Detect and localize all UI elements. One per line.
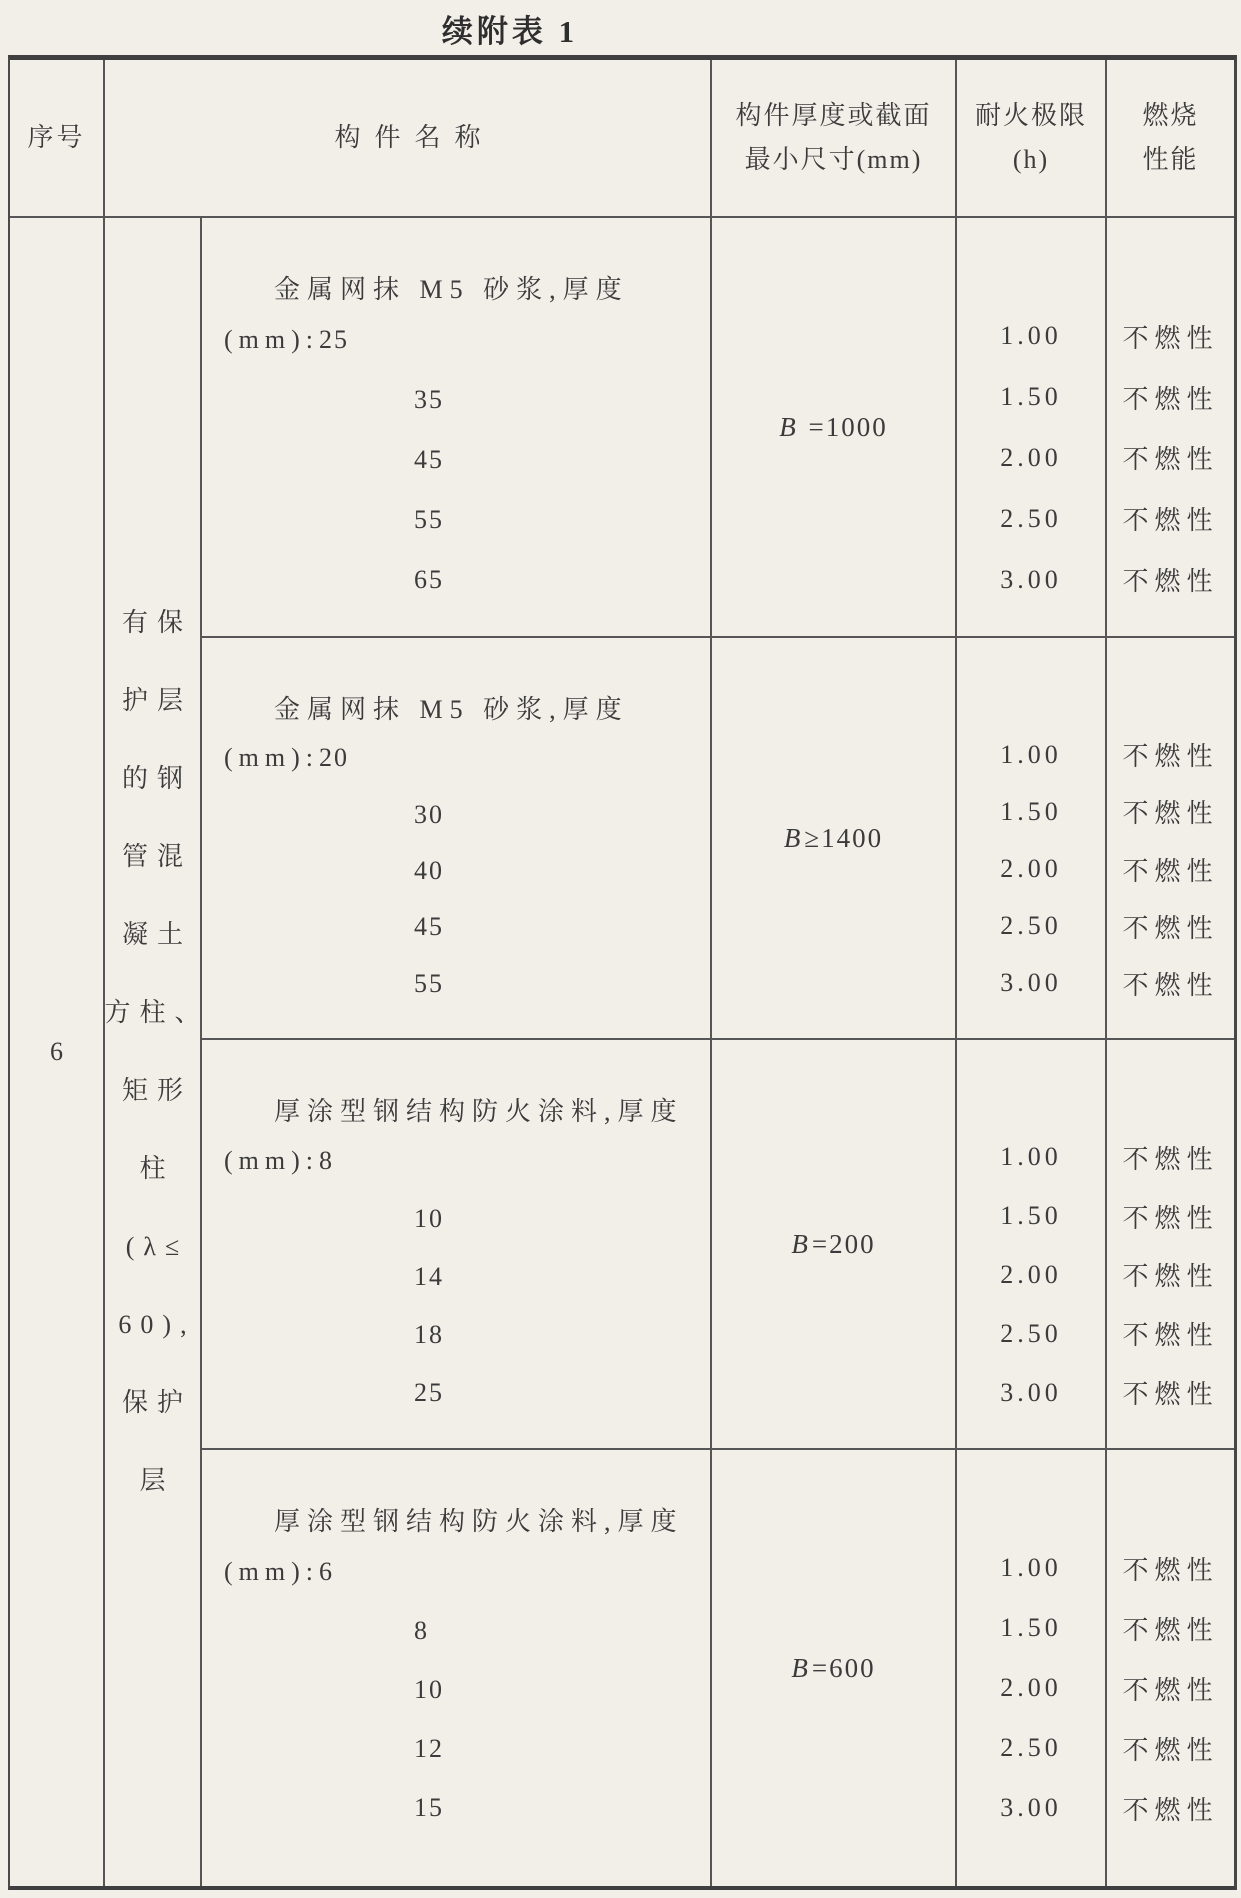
section-4-fire-cell: [957, 1450, 1107, 1886]
component-group-label-line: 60),: [118, 1310, 196, 1339]
thickness-value: 35: [414, 385, 444, 414]
combustibility-value: 不燃性: [1122, 384, 1219, 414]
thickness-value: 15: [414, 1793, 444, 1823]
thickness-value: 25: [319, 325, 349, 354]
combustibility-value: 不燃性: [1122, 1203, 1219, 1233]
header-component-name-label: 构件名称: [334, 123, 495, 152]
fire-limit-value: 2.00: [1000, 1673, 1062, 1702]
combustibility-value: 不燃性: [1122, 856, 1219, 886]
component-group-label-line: 的钢: [121, 764, 192, 793]
section-1-combustibility-cell: [1107, 218, 1234, 638]
header-serial-label: 序号: [27, 123, 86, 152]
fire-limit-value: 3.00: [1000, 1793, 1062, 1822]
thickness-prefix: (mm):: [224, 1146, 319, 1175]
page-title: 续附表 1: [441, 14, 579, 49]
section-4-name-cell: [202, 1450, 712, 1886]
combustibility-value: 不燃性: [1122, 1555, 1219, 1585]
header-fire-limit-line1: 耐火极限: [974, 101, 1087, 130]
component-group-label-line: 护层: [121, 686, 192, 715]
combustibility-value: 不燃性: [1122, 1380, 1219, 1410]
section-2-material: 金属网抹 M5 砂浆,厚度: [274, 695, 629, 724]
thickness-prefix: (mm):: [224, 743, 319, 773]
section-4-size-cell: [712, 1450, 957, 1886]
thickness-value: 20: [319, 743, 349, 773]
fire-limit-value: 1.00: [1000, 1553, 1062, 1582]
component-group-label-line: 柱: [139, 1154, 175, 1183]
thickness-value: 10: [414, 1675, 444, 1704]
fire-limit-value: 2.00: [1000, 442, 1062, 472]
thickness-value: 14: [414, 1262, 444, 1291]
fire-limit-value: 3.00: [1000, 968, 1062, 998]
section-3-fire-cell: [957, 1040, 1107, 1450]
combustibility-value: 不燃性: [1122, 445, 1219, 475]
header-fire-limit-line2: (h): [1012, 145, 1050, 174]
component-group-label-line: 方柱、: [104, 998, 210, 1027]
section-4-material: 厚涂型钢结构防火涂料,厚度: [274, 1507, 684, 1536]
combustibility-value: 不燃性: [1122, 1615, 1219, 1645]
section-3-combustibility-cell: [1107, 1040, 1234, 1450]
fire-limit-value: 2.00: [1000, 854, 1062, 883]
header-combustibility: [1107, 60, 1234, 218]
section-3-name-cell: [202, 1040, 712, 1450]
section-4-combustibility-cell: [1107, 1450, 1234, 1886]
fire-limit-value: 1.50: [1000, 1613, 1062, 1642]
component-group-label-line: 管混: [121, 842, 192, 871]
combustibility-value: 不燃性: [1122, 970, 1219, 1000]
component-group-label-line: 矩形: [121, 1076, 192, 1105]
header-combustibility-line1: 燃烧: [1142, 101, 1199, 130]
header-size: [712, 60, 957, 218]
thickness-value: 65: [414, 565, 444, 594]
size-value: =200: [811, 1228, 876, 1259]
section-2-fire-cell: [957, 638, 1107, 1040]
thickness-value: 45: [414, 445, 444, 474]
fire-resistance-table: [8, 55, 1237, 1890]
section-3-size-cell: [712, 1040, 957, 1450]
size-symbol: B: [791, 1228, 808, 1259]
thickness-value: 8: [319, 1146, 334, 1175]
header-component-name: [105, 60, 712, 218]
fire-limit-value: 2.50: [1000, 911, 1062, 941]
thickness-value: 30: [414, 799, 444, 829]
thickness-prefix: (mm):: [224, 325, 319, 354]
thickness-value: 55: [414, 505, 444, 534]
thickness-value: 40: [414, 856, 444, 886]
component-group-label-line: 层: [139, 1466, 175, 1495]
thickness-prefix: (mm):: [224, 1556, 319, 1586]
fire-limit-value: 3.00: [1000, 564, 1062, 594]
thickness-value: 18: [414, 1320, 444, 1349]
size-value: =600: [811, 1652, 876, 1683]
combustibility-value: 不燃性: [1122, 799, 1219, 829]
thickness-value: 8: [414, 1615, 429, 1645]
combustibility-value: 不燃性: [1122, 1144, 1219, 1174]
fire-limit-value: 1.00: [1000, 1142, 1062, 1172]
header-combustibility-line2: 性能: [1142, 145, 1199, 174]
thickness-value: 10: [414, 1204, 444, 1233]
size-symbol: B: [779, 411, 796, 442]
serial-number: 6: [50, 1037, 63, 1066]
component-group-label-line: 凝土: [121, 920, 192, 949]
fire-limit-value: 1.50: [1000, 1201, 1062, 1231]
thickness-value: 45: [414, 912, 444, 942]
combustibility-value: 不燃性: [1122, 323, 1219, 353]
header-size-line2: 最小尺寸(mm): [744, 145, 923, 174]
section-2-size-cell: [712, 638, 957, 1040]
fire-limit-value: 1.00: [1000, 321, 1062, 351]
section-1-size-cell: [712, 218, 957, 638]
section-1-name-cell: [202, 218, 712, 638]
combustibility-value: 不燃性: [1122, 1795, 1219, 1825]
combustibility-value: 不燃性: [1122, 1675, 1219, 1705]
combustibility-value: 不燃性: [1122, 742, 1219, 772]
header-fire-limit: [957, 60, 1107, 218]
fire-limit-value: 2.00: [1000, 1259, 1062, 1289]
thickness-value: 55: [414, 968, 444, 998]
fire-limit-value: 1.50: [1000, 382, 1062, 412]
size-value: ≥1400: [804, 822, 884, 853]
combustibility-value: 不燃性: [1122, 1321, 1219, 1351]
fire-limit-value: 2.50: [1000, 1733, 1062, 1762]
component-group-label-line: (λ≤: [125, 1232, 189, 1261]
combustibility-value: 不燃性: [1122, 567, 1219, 597]
size-symbol: B: [791, 1652, 808, 1683]
fire-limit-value: 2.50: [1000, 503, 1062, 533]
component-group-label-cell: [104, 218, 210, 1886]
fire-limit-value: 1.50: [1000, 796, 1062, 826]
size-symbol: B: [783, 822, 801, 853]
thickness-value: 12: [414, 1734, 444, 1764]
fire-limit-value: 3.00: [1000, 1377, 1062, 1407]
component-group-label-line: 有保: [121, 608, 192, 637]
section-1-material: 金属网抹 M5 砂浆,厚度: [274, 275, 629, 304]
serial-number-cell: [10, 218, 105, 1886]
section-3-material: 厚涂型钢结构防火涂料,厚度: [274, 1097, 684, 1126]
thickness-value: 6: [319, 1556, 334, 1586]
fire-limit-value: 2.50: [1000, 1318, 1062, 1348]
component-group-label-line: 保护: [121, 1388, 192, 1417]
header-size-line1: 构件厚度或截面: [735, 101, 932, 130]
header-serial: [10, 60, 105, 218]
section-2-combustibility-cell: [1107, 638, 1234, 1040]
fire-limit-value: 1.00: [1000, 739, 1062, 769]
combustibility-value: 不燃性: [1122, 1735, 1219, 1765]
size-value: =1000: [799, 411, 888, 442]
combustibility-value: 不燃性: [1122, 506, 1219, 536]
section-1-fire-cell: [957, 218, 1107, 638]
combustibility-value: 不燃性: [1122, 1262, 1219, 1292]
section-2-name-cell: [202, 638, 712, 1040]
combustibility-value: 不燃性: [1122, 913, 1219, 943]
thickness-value: 25: [414, 1378, 444, 1407]
